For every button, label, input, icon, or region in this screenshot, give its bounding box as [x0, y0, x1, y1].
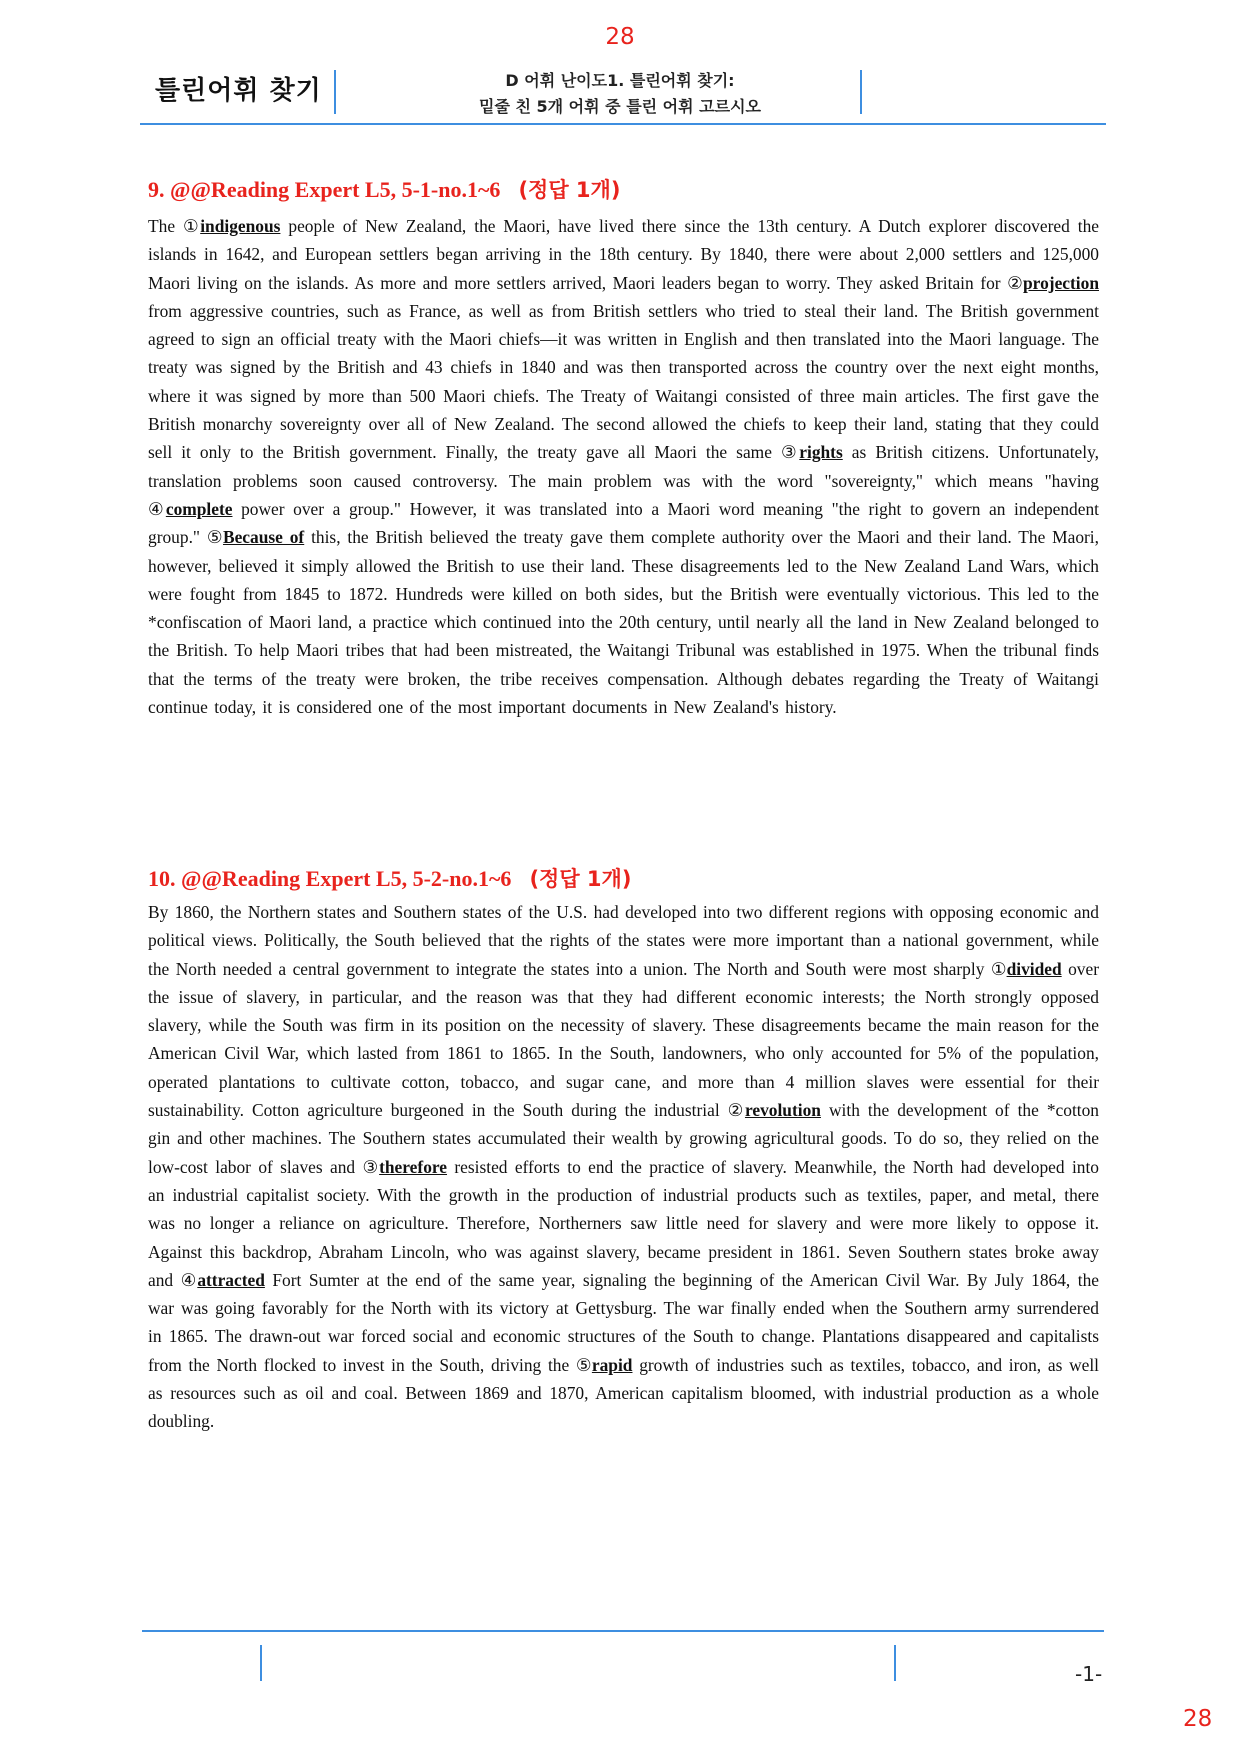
- footer-rule: [142, 1630, 1104, 1632]
- circled-number: ②: [727, 1100, 745, 1121]
- underlined-vocab-item: [576, 1355, 633, 1375]
- question-10-title: [148, 863, 631, 893]
- underlined-word: therefore: [379, 1156, 448, 1177]
- underlined-vocab-item: [181, 1270, 265, 1290]
- underlined-vocab-item: [1007, 273, 1099, 293]
- underlined-word: revolution: [744, 1100, 821, 1121]
- question-10-passage: By 1860, the Northern states and Southern states of the U.S. had developed into two different regions with opposing economic and political views. Politically, the South believed that the rights of the states were more important than a national government, while the North needed a central government to integrate the states into a union. The North and South were most sharply ①divided over the issue of slavery, in particular, and the reason was that they had different economic interests; the North strongly opposed slavery, while the South was firm in its position on the necessity of slavery. These disagreements became the main reason for the American Civil War, which lasted from 1861 to 1865. In the South, landowners, who only accounted for 5% of the population, operated plantations to cultivate cotton, tobacco, and sugar cane, and more than 4 million slaves were essential for their sustainability. Cotton agriculture burgeoned in the South during the industrial ②revolution with the development of the *cotton gin and other machines. The Southern states accumulated their wealth by growing agricultural goods. To do so, they relied on the low-cost labor of slaves and ③therefore resisted efforts to end the practice of slavery. Meanwhile, the North had developed into an industrial capitalist society. With the growth in the production of industrial products such as textiles, paper, and metal, there was no longer a reliance on agriculture. Therefore, Northerners saw little need for slavery and were more likely to oppose it. Against this backdrop, Abraham Lincoln, who was against slavery, became president in 1861. Seven Southern states broke away and ④attracted Fort Sumter at the end of the same year, signaling the beginning of the American Civil War. By July 1864, the war was going favorably for the North with its victory at Gettysburg. The war finally ended when the Southern army surrendered in 1865. The drawn-out war forced social and economic structures of the South to change. Plantations disappeared and capitalists from the North flocked to invest in the South, driving the ⑤rapid growth of industries such as textiles, tobacco, and iron, as well as resources such as oil and coal. Between 1869 and 1870, American capitalism bloomed, with industrial production as a whole doubling.: [148, 902, 1100, 1432]
- footer-page-label: -1-: [1075, 1662, 1103, 1686]
- underlined-vocab-item: [728, 1100, 821, 1120]
- underlined-vocab-item: [362, 1157, 447, 1177]
- question-10-answer-count: (정답 1개): [529, 867, 632, 891]
- underlined-vocab-item: [207, 527, 304, 547]
- circled-number: ⑤: [206, 527, 223, 548]
- header-subtitle-line2: 밑줄 친 5개 어휘 중 틀린 어휘 고르시오: [479, 97, 761, 116]
- underlined-word: rights: [799, 442, 843, 463]
- header-divider-left: [334, 70, 336, 114]
- header-subtitle-line1: D 어휘 난이도1. 틀린어휘 찾기:: [505, 71, 735, 90]
- corner-page-number: 28: [1183, 1706, 1213, 1732]
- underlined-word: rapid: [591, 1354, 633, 1375]
- circled-number: ③: [362, 1156, 380, 1177]
- underlined-word: Because of: [222, 527, 305, 548]
- circled-number: ①: [990, 958, 1007, 979]
- underlined-word: projection: [1023, 272, 1099, 293]
- underlined-word: complete: [165, 498, 233, 519]
- underlined-word: indigenous: [200, 216, 281, 236]
- question-9-passage: The ①indigenous people of New Zealand, the Maori, have lived there since the 13th century. A Dutch explorer discovered the islands in 1642, and European settlers began arriving in the 18th century. By 1840, there were about 2,000 settlers and 125,000 Maori living on the islands. As more and more settlers arrived, Maori leaders began to worry. They asked Britain for ②projection from aggressive countries, such as France, as well as from British settlers who tried to steal their land. The British government agreed to sign an official treaty with the Maori chiefs—it was written in English and then translated into the Maori language. The treaty was signed by the British and 43 chiefs in 1840 and was then transported across the country over the next eight months, where it was signed by more than 500 Maori chiefs. The Treaty of Waitangi consisted of three main articles. The first gave the British monarchy sovereignty over all of New Zealand. The second allowed the chiefs to keep their land, stating that they could sell it only to the British government. Finally, the treaty gave all Maori the same ③rights as British citizens. Unfortunately, translation problems soon caused controversy. The main problem was with the word "sovereignty," which means "having ④complete power over a group." However, it was translated into a Maori word meaning "the right to govern an independent group." ⑤Because of this, the British believed the treaty gave them complete authority over the Maori and their land. The Maori, however, believed it simply allowed the British to use their land. These disagreements led to the New Zealand Land Wars, which were fought from 1845 to 1872. Hundreds were killed on both sides, but the British were eventually victorious. This led to the *confiscation of Maori land, a practice which continued into the 20th century, until nearly all the land in New Zealand belonged to the British. To help Maori tribes that had been mistreated, the Waitangi Tribunal was established in 1975. When the tribunal finds that the terms of the treaty were broken, the tribe receives compensation. Although debates regarding the Treaty of Waitangi continue today, it is considered one of the most important documents in New Zealand's history.: [148, 216, 1099, 718]
- underlined-vocab-item: [183, 216, 280, 236]
- underlined-word: divided: [1006, 958, 1062, 979]
- circled-number: ①: [183, 216, 201, 236]
- underlined-vocab-item: [991, 959, 1062, 979]
- top-page-number: 28: [605, 24, 635, 50]
- question-9-answer-count: (정답 1개): [518, 178, 621, 202]
- underlined-vocab-item: [781, 442, 843, 462]
- question-9-title: [148, 174, 620, 204]
- circled-number: ③: [780, 442, 800, 463]
- header-divider-right: [860, 70, 862, 114]
- question-9-source: 9. @@Reading Expert L5, 5-1-no.1~6: [148, 177, 501, 202]
- circled-number: ④: [148, 498, 166, 519]
- footer-divider-left: [260, 1645, 262, 1681]
- underlined-word: attracted: [197, 1269, 265, 1290]
- underlined-vocab-item: [148, 499, 232, 519]
- circled-number: ②: [1007, 272, 1023, 293]
- header-title: 틀린어휘 찾기: [155, 76, 322, 106]
- footer-divider-right: [894, 1645, 896, 1681]
- circled-number: ④: [180, 1269, 198, 1290]
- question-10-source: 10. @@Reading Expert L5, 5-2-no.1~6: [148, 866, 512, 891]
- circled-number: ⑤: [575, 1354, 592, 1375]
- header-rule: [140, 123, 1106, 125]
